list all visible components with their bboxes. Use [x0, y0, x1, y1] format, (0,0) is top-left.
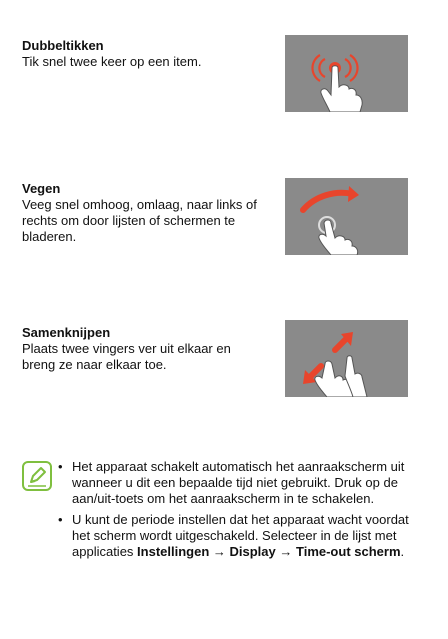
- section-text: Tik snel twee keer op een item.: [22, 54, 202, 69]
- section-double-tap: [22, 38, 267, 70]
- section-text: Plaats twee vingers ver uit elkaar en breng ze naar elkaar toe.: [22, 341, 231, 372]
- section-title: Dubbeltikken: [22, 38, 104, 53]
- note-text: U kunt de periode instellen dat het apparaat wacht voordat het scherm wordt uitgeschakeld. Selecteer in de lijst met applicaties: [72, 512, 409, 559]
- bullet: •: [58, 512, 63, 527]
- section-pinch: [22, 325, 267, 373]
- note-list: [56, 459, 426, 565]
- arrow: →: [209, 544, 230, 559]
- note-item: [56, 459, 426, 507]
- settings-menu-label: Instellingen: [137, 544, 210, 559]
- display-menu-label: Display: [229, 544, 276, 559]
- section-title: Samenknijpen: [22, 325, 111, 340]
- section-text: Veeg snel omhoog, omlaag, naar links of rechts om door lijsten of schermen te bladeren.: [22, 197, 257, 244]
- arrow: →: [275, 544, 296, 559]
- pinch-gesture-illustration: [285, 320, 408, 397]
- swipe-gesture-illustration: [285, 178, 408, 255]
- section-swipe: [22, 181, 267, 245]
- note-item: [56, 512, 426, 560]
- section-title: Vegen: [22, 181, 61, 196]
- period: .: [400, 544, 405, 559]
- timeout-menu-label: Time-out scherm: [296, 544, 401, 559]
- bullet: •: [58, 459, 63, 474]
- note-text: Het apparaat schakelt automatisch het aanraakscherm uit wanneer u dit een bepaalde tijd niet gebruikt. Druk op de aan/uit-toets om het aanraakscherm in te schakelen.: [72, 459, 405, 506]
- note-pencil-icon: [22, 461, 52, 491]
- double-tap-gesture-illustration: [285, 35, 408, 112]
